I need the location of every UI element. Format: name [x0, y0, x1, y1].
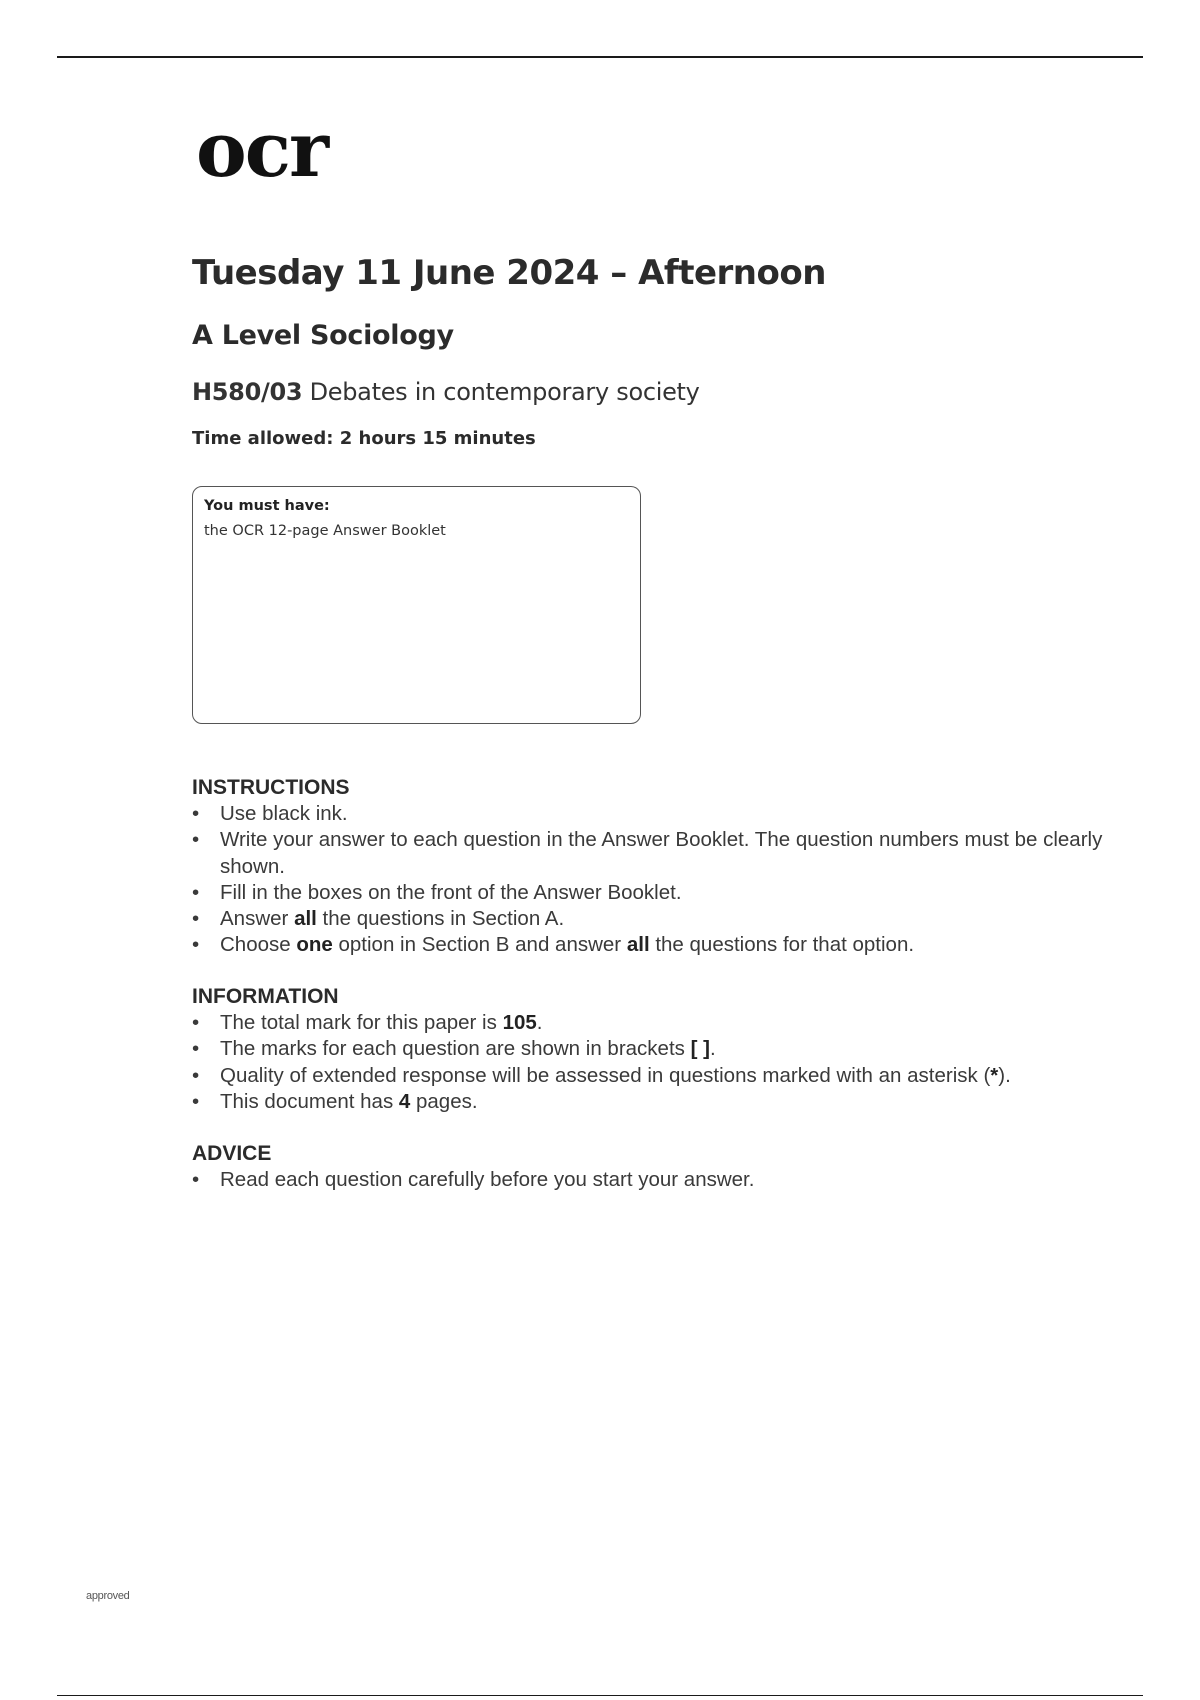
- bullet-icon: •: [192, 933, 200, 957]
- list-item: [192, 906, 1112, 932]
- list-item: [192, 880, 1112, 906]
- exam-date: Tuesday 11 June 2024 – Afternoon: [192, 253, 826, 293]
- item-text: Use black ink.: [220, 802, 348, 825]
- bullet-icon: •: [192, 1089, 200, 1113]
- item-text: Write your answer to each question in the Answer Booklet. The question numbers must be clearly shown.: [220, 828, 1103, 878]
- advice-heading: ADVICE: [192, 1142, 272, 1165]
- bullet-icon: •: [192, 1168, 200, 1191]
- item-text: the questions in Section A.: [316, 907, 565, 931]
- bullet-icon: •: [192, 828, 200, 852]
- item-text: .: [536, 1011, 543, 1034]
- bullet-icon: •: [192, 1011, 200, 1034]
- must-have-title: You must have:: [204, 498, 330, 514]
- bullet-icon: •: [192, 802, 200, 825]
- emphasis-text: 105: [502, 1011, 537, 1034]
- item-text: Fill in the boxes on the front of the Answer Booklet.: [220, 880, 682, 904]
- emphasis-text: one: [296, 933, 333, 957]
- emphasis-text: all: [294, 907, 317, 931]
- instructions-heading: INSTRUCTIONS: [192, 776, 350, 799]
- list-item: [192, 1036, 1112, 1062]
- emphasis-text: [ ]: [690, 1037, 710, 1061]
- emphasis-text: *: [990, 1063, 999, 1087]
- item-text: Choose: [220, 933, 297, 957]
- bullet-icon: •: [192, 880, 200, 904]
- item-text: .: [709, 1037, 716, 1061]
- emphasis-text: 4: [398, 1089, 411, 1113]
- list-item: [192, 1063, 1112, 1089]
- item-text: pages.: [410, 1089, 478, 1113]
- time-allowed: Time allowed: 2 hours 15 minutes: [192, 428, 536, 449]
- item-text: This document has: [220, 1089, 399, 1113]
- item-text: Read each question carefully before you start your answer.: [220, 1168, 755, 1191]
- exam-subject: A Level Sociology: [192, 320, 454, 351]
- advice-section: [192, 1141, 1112, 1193]
- item-text: Answer: [220, 907, 295, 931]
- item-text: The marks for each question are shown in brackets: [220, 1037, 691, 1061]
- bullet-icon: •: [192, 907, 200, 931]
- information-list: [192, 1010, 1112, 1115]
- approved-note: approved: [86, 1590, 130, 1602]
- item-text: ).: [998, 1063, 1011, 1087]
- unit-line: [192, 380, 700, 404]
- bullet-icon: •: [192, 1063, 200, 1087]
- unit-code: H580/03: [192, 378, 303, 406]
- item-text: Quality of extended response will be assessed in questions marked with an asterisk (: [220, 1063, 991, 1087]
- instructions-section: [192, 775, 1112, 959]
- bullet-icon: •: [192, 1037, 200, 1061]
- ocr-logo: ocr: [196, 105, 328, 194]
- bottom-rule: [57, 1695, 1143, 1696]
- item-text: option in Section B and answer: [332, 933, 627, 957]
- list-item: [192, 1167, 1112, 1193]
- instructions-list: [192, 801, 1112, 959]
- list-item: [192, 1089, 1112, 1115]
- top-rule: [57, 56, 1143, 58]
- emphasis-text: all: [626, 933, 650, 957]
- list-item: [192, 1010, 1112, 1036]
- unit-title: Debates in contemporary society: [309, 378, 700, 406]
- must-have-item: the OCR 12-page Answer Booklet: [204, 523, 446, 539]
- item-text: The total mark for this paper is: [220, 1011, 503, 1034]
- information-heading: INFORMATION: [192, 985, 339, 1008]
- must-have-box: [192, 486, 641, 724]
- item-text: the questions for that option.: [649, 933, 915, 957]
- advice-list: [192, 1167, 1112, 1193]
- list-item: [192, 827, 1112, 880]
- list-item: [192, 932, 1112, 958]
- information-section: [192, 984, 1112, 1115]
- list-item: [192, 801, 1112, 827]
